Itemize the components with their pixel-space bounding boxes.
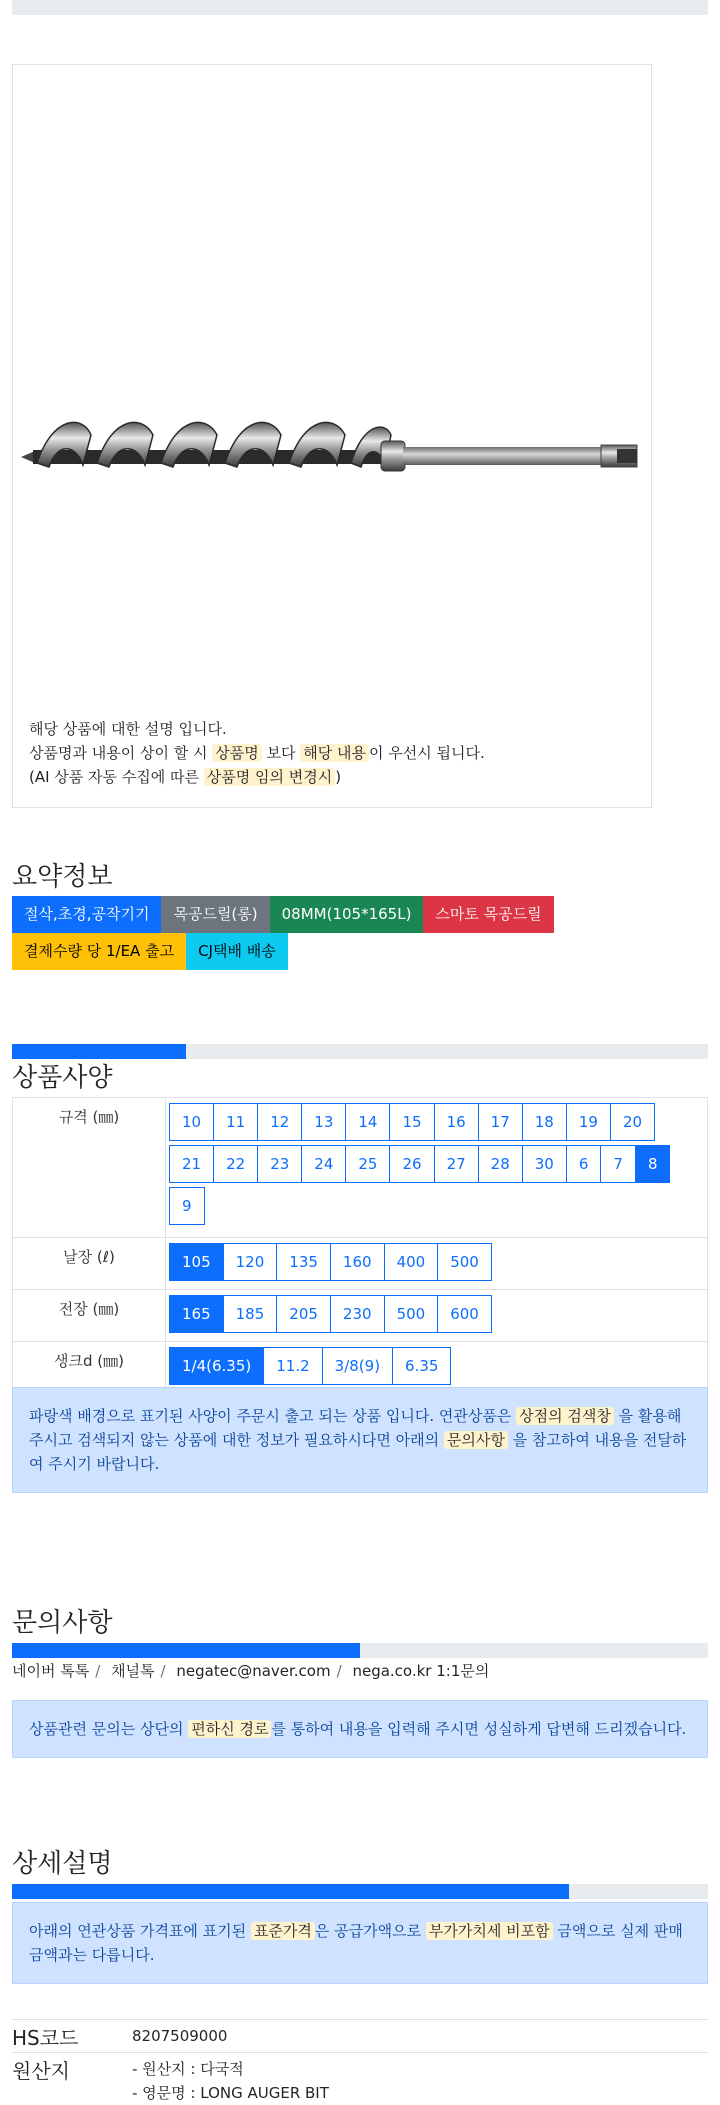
auger-drill-bit-image <box>13 395 653 505</box>
detail-progress-fill <box>12 1884 569 1899</box>
spec-option-button[interactable]: 1/4(6.35) <box>169 1347 264 1385</box>
desc-line-3: (AI 상품 자동 수집에 따른 상품명 임의 변경시 ) <box>29 768 342 786</box>
spec-option-button[interactable]: 13 <box>301 1103 346 1141</box>
spec-option-button[interactable]: 25 <box>345 1145 390 1183</box>
spec-option-button[interactable]: 160 <box>330 1243 385 1281</box>
spec-option-button[interactable]: 30 <box>522 1145 567 1183</box>
badge-shipping-qty: 결제수량 당 1/EA 출고 <box>12 933 186 970</box>
spec-row-shank <box>13 1342 708 1394</box>
spec-notice: 파랑색 배경으로 표기된 사양이 주문시 출고 되는 상품 입니다. 연관상품은 상점의 검색창 을 활용해 주시고 검색되지 않는 상품에 대한 정보가 필요하시다면 아래의 문의사항 을 참고하여 내용을 전달하여 주시기 바랍니다. <box>12 1387 708 1493</box>
badge-brand: 스마토 목공드릴 <box>423 896 553 933</box>
spec-option-button[interactable]: 6.35 <box>392 1347 451 1385</box>
spec-option-button[interactable]: 500 <box>437 1243 492 1281</box>
spec-option-button[interactable]: 11 <box>213 1103 258 1141</box>
spec-option-button[interactable]: 105 <box>169 1243 224 1281</box>
spec-option-button[interactable]: 17 <box>478 1103 523 1141</box>
spec-option-button[interactable]: 19 <box>566 1103 611 1141</box>
top-divider-bar <box>12 0 708 15</box>
spec-option-button[interactable]: 11.2 <box>263 1347 322 1385</box>
spec-option-button[interactable]: 15 <box>389 1103 434 1141</box>
contact-naver-talk[interactable]: 네이버 톡톡 <box>12 1662 90 1680</box>
spec-progress-bar <box>12 1044 708 1059</box>
spec-option-button[interactable]: 185 <box>223 1295 278 1333</box>
spec-options <box>166 1238 708 1290</box>
highlight-name-change: 상품명 임의 변경시 <box>204 768 335 786</box>
spec-option-button[interactable]: 165 <box>169 1295 224 1333</box>
spec-title: 상품사양 <box>12 1063 113 1093</box>
highlight-content: 해당 내용 <box>300 744 369 762</box>
spec-option-button[interactable]: 135 <box>276 1243 331 1281</box>
summary-title: 요약정보 <box>12 862 113 892</box>
detail-notice: 아래의 연관상품 가격표에 표기된 표준가격 은 공급가액으로 부가가치세 비포함 금액으로 실제 판매금액과는 다릅니다. <box>12 1902 708 1984</box>
spec-option-button[interactable]: 20 <box>610 1103 655 1141</box>
spec-option-button[interactable]: 14 <box>345 1103 390 1141</box>
spec-option-button[interactable]: 120 <box>223 1243 278 1281</box>
highlight-standard-price: 표준가격 <box>251 1922 315 1940</box>
origin-value <box>132 2057 329 2105</box>
hs-code-value: 8207509000 <box>132 2027 228 2045</box>
spec-option-button[interactable]: 9 <box>169 1187 205 1225</box>
spec-table <box>12 1097 708 1394</box>
spec-option-button[interactable]: 23 <box>257 1145 302 1183</box>
spec-option-button[interactable]: 21 <box>169 1145 214 1183</box>
summary-badges <box>12 896 612 970</box>
contact-site-inquiry[interactable]: nega.co.kr 1:1문의 <box>352 1662 490 1680</box>
spec-option-button[interactable]: 3/8(9) <box>322 1347 393 1385</box>
detail-progress-bar <box>12 1884 708 1899</box>
spec-option-button[interactable]: 230 <box>330 1295 385 1333</box>
inquiry-progress-bar <box>12 1643 708 1658</box>
desc-line-2: 상품명과 내용이 상이 할 시 상품명 보다 해당 내용 이 우선시 됩니다. <box>29 744 485 762</box>
spec-option-button[interactable]: 24 <box>301 1145 346 1183</box>
spec-option-button[interactable]: 10 <box>169 1103 214 1141</box>
highlight-route: 편하신 경로 <box>188 1720 271 1738</box>
badge-courier: CJ택배 배송 <box>186 933 288 970</box>
origin-english-name: - 영문명 : LONG AUGER BIT <box>132 2084 329 2102</box>
spec-label: 전장 (㎜) <box>13 1290 166 1342</box>
hs-code-label: HS코드 <box>12 2026 79 2050</box>
spec-option-button[interactable]: 6 <box>566 1145 602 1183</box>
contact-channel-talk[interactable]: 채널톡 <box>111 1662 155 1680</box>
badge-category: 절삭,초경,공작기기 <box>12 896 161 933</box>
inquiry-progress-fill <box>12 1643 360 1658</box>
badge-size: 08MM(105*165L) <box>270 896 424 933</box>
highlight-inquiry: 문의사항 <box>444 1431 508 1449</box>
spec-options <box>166 1098 708 1238</box>
spec-option-button[interactable]: 28 <box>478 1145 523 1183</box>
origin-country: - 원산지 : 다국적 <box>132 2060 244 2078</box>
spec-options <box>166 1342 708 1394</box>
spec-label: 날장 (ℓ) <box>13 1238 166 1290</box>
highlight-product-name: 상품명 <box>212 744 261 762</box>
spec-option-button[interactable]: 400 <box>384 1243 439 1281</box>
spec-option-button[interactable]: 600 <box>437 1295 492 1333</box>
inquiry-notice: 상품관련 문의는 상단의 편하신 경로 를 통하여 내용을 입력해 주시면 성실하게 답변해 드리겠습니다. <box>12 1700 708 1758</box>
spec-option-button[interactable]: 500 <box>384 1295 439 1333</box>
spec-option-button[interactable]: 12 <box>257 1103 302 1141</box>
highlight-vat-excluded: 부가가치세 비포함 <box>426 1922 553 1940</box>
contact-channels: 네이버 톡톡 / 채널톡 / negatec@naver.com / nega.co.kr 1:1문의 <box>12 1662 490 1680</box>
spec-option-button[interactable]: 22 <box>213 1145 258 1183</box>
spec-option-button[interactable]: 18 <box>522 1103 567 1141</box>
badge-type: 목공드릴(롱) <box>161 896 269 933</box>
spec-label: 규격 (㎜) <box>13 1098 166 1238</box>
spec-option-button[interactable]: 26 <box>389 1145 434 1183</box>
spec-option-button[interactable]: 7 <box>600 1145 636 1183</box>
spec-row-blade <box>13 1238 708 1290</box>
highlight-search: 상점의 검색창 <box>516 1407 614 1425</box>
desc-line-1: 해당 상품에 대한 설명 입니다. <box>29 720 227 738</box>
detail-title: 상세설명 <box>12 1849 113 1879</box>
origin-row <box>12 2052 708 2104</box>
spec-option-button[interactable]: 8 <box>635 1145 671 1183</box>
product-description <box>29 717 485 789</box>
spec-option-button[interactable]: 27 <box>434 1145 479 1183</box>
spec-option-button[interactable]: 16 <box>434 1103 479 1141</box>
product-image-panel <box>12 64 652 808</box>
spec-options <box>166 1290 708 1342</box>
origin-label: 원산지 <box>12 2059 70 2083</box>
contact-email[interactable]: negatec@naver.com <box>176 1662 331 1680</box>
hs-code-row <box>12 2019 708 2053</box>
spec-row-size <box>13 1098 708 1238</box>
spec-label: 생크d (㎜) <box>13 1342 166 1394</box>
inquiry-title: 문의사항 <box>12 1608 113 1638</box>
spec-option-button[interactable]: 205 <box>276 1295 331 1333</box>
spec-row-length <box>13 1290 708 1342</box>
